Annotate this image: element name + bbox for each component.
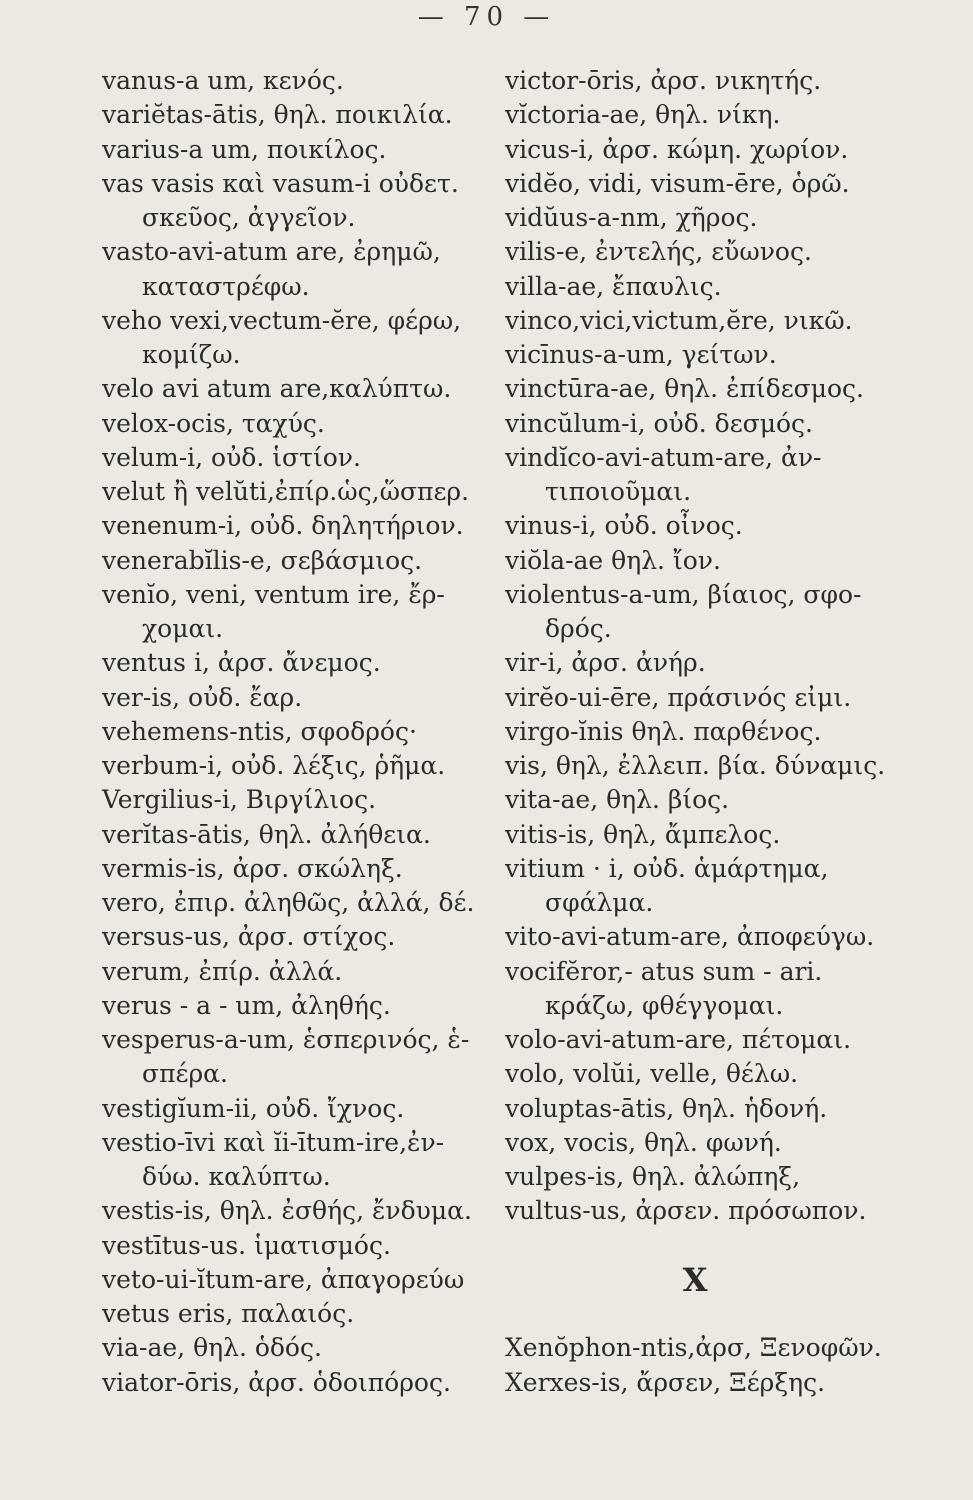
dictionary-entry: viator-ōris, ἀρσ. ὁδοιπόρος.	[102, 1367, 451, 1397]
dictionary-entry: vis, θηλ, ἐλλειπ. βία. δύναμις.	[505, 751, 886, 780]
entry-continuation: χομαι.	[142, 614, 224, 643]
dictionary-entry: vestītus-us. ἱματισμός.	[102, 1230, 391, 1260]
dictionary-entry: versus-us, ἀρσ. στίχος.	[102, 922, 396, 952]
dictionary-entry: vanus-a um, κενός.	[102, 66, 344, 95]
dictionary-entry: vidŭus-a-nm, χῆρος.	[505, 203, 758, 232]
dictionary-entry: vox, vocis, θηλ. φωνή.	[505, 1127, 782, 1157]
entry-continuation: σπέρα.	[142, 1059, 228, 1089]
dictionary-entry: viŏla-ae θηλ. ἴον.	[505, 545, 721, 575]
dictionary-entry: vehemens-ntis, σφοδρός·	[102, 716, 417, 746]
entry-continuation: κομίζω.	[142, 340, 241, 369]
dictionary-entry: verus - a - um, ἀληθής.	[102, 990, 391, 1020]
dictionary-entry: vir-i, ἀρσ. ἀνήρ.	[505, 648, 706, 678]
dictionary-entry: verĭtas-ātis, θηλ. ἀλήθεια.	[102, 819, 431, 849]
dictionary-entry: verum, ἐπίρ. ἀλλά.	[102, 956, 343, 986]
dictionary-entry: vicus-i, ἀρσ. κώμη. χωρίον.	[505, 134, 849, 164]
dictionary-entry: velum-i, οὐδ. ἱστίον.	[102, 442, 361, 472]
dictionary-entry: vetus eris, παλαιός.	[102, 1299, 355, 1328]
left-column	[102, 64, 502, 1400]
dictionary-entry: varius-a um, ποικίλος.	[102, 134, 387, 164]
dictionary-entry: vindĭco-avi-atum-are, ἀν-	[505, 442, 822, 472]
blank-line	[505, 1297, 925, 1331]
blank-line	[505, 1229, 925, 1263]
dictionary-entry: vasto-avi-atum are, ἐρημῶ,	[102, 237, 441, 267]
entry-continuation: δύω. καλύπτω.	[142, 1162, 331, 1191]
dictionary-entry: villa-ae, ἔπαυλις.	[505, 271, 722, 301]
dictionary-entry: vidĕo, vidi, visum-ēre, ὁρῶ.	[505, 168, 850, 198]
dictionary-entry: via-ae, θηλ. ὁδός.	[102, 1333, 322, 1363]
dictionary-entry: velut ἢ velŭti,ἐπίρ.ὡς,ὥσπερ.	[102, 477, 470, 506]
entry-continuation: δρός.	[545, 614, 612, 643]
dictionary-entry: velox-ocis, ταχύς.	[102, 408, 325, 438]
dictionary-entry: Vergilius-i, Βιργίλιος.	[102, 785, 377, 815]
dictionary-entry: vitis-is, θηλ, ἄμπελος.	[505, 819, 781, 849]
dictionary-entry: vocifĕror,- atus sum - ari.	[505, 956, 823, 986]
dictionary-entry: ventus i, ἀρσ. ἄνεμος.	[102, 648, 381, 678]
dictionary-entry: vilis-e, ἐντελής, εὔωνος.	[505, 237, 812, 267]
section-letter: X	[682, 1260, 708, 1299]
dictionary-entry: venerabĭlis-e, σεβάσμιος.	[102, 545, 423, 575]
dictionary-entry: vermis-is, ἀρσ. σκώληξ.	[102, 853, 403, 883]
dictionary-entry: virgo-ĭnis θηλ. παρθένος.	[505, 716, 822, 746]
dictionary-entry: vesperus-a-um, ἑσπερινός, ἑ-	[102, 1025, 470, 1054]
entry-continuation: σκεῦος, ἀγγεῖον.	[142, 203, 356, 232]
dictionary-entry: vinco,vici,victum,ĕre, νικῶ.	[505, 305, 853, 335]
dictionary-entry: vita-ae, θηλ. βίος.	[505, 785, 730, 815]
dictionary-entry: veto-ui-ĭtum-are, ἀπαγορεύω	[102, 1264, 465, 1294]
entry-continuation: σφάλμα.	[545, 888, 654, 917]
dictionary-entry: verbum-i, οὐδ. λέξις, ῥῆμα.	[102, 751, 446, 780]
dictionary-entry: veho vexi,vectum-ĕre, φέρω,	[102, 305, 462, 335]
dictionary-entry: virĕo-ui-ēre, πράσινός εἰμι.	[505, 682, 852, 712]
dictionary-entry: Xenŏphon-ntis,ἀρσ, Ξενοφῶν.	[505, 1333, 882, 1363]
dictionary-entry: violentus-a-um, βίαιος, σφο-	[505, 579, 862, 609]
dictionary-entry: vinus-i, οὐδ. οἶνος.	[505, 511, 743, 541]
dictionary-entry: vestigĭum-ii, οὐδ. ἴχνος.	[102, 1093, 405, 1123]
dictionary-entry: vicīnus-a-um, γείτων.	[505, 340, 777, 369]
dictionary-entry: vestis-is, θηλ. ἐσθής, ἔνδυμα.	[102, 1196, 472, 1226]
dictionary-entry: variĕtas-ātis, θηλ. ποικιλία.	[102, 100, 453, 130]
dictionary-entry: vincŭlum-i, οὐδ. δεσμός.	[505, 408, 813, 438]
entry-continuation: τιποιοῦμαι.	[545, 477, 692, 506]
right-column	[505, 64, 925, 1400]
dictionary-entry: voluptas-ātis, θηλ. ἡδονή.	[505, 1093, 828, 1123]
dictionary-entry: vas vasis καὶ vasum-i οὐδετ.	[102, 168, 459, 198]
dictionary-entry: vitium · i, οὐδ. ἁμάρτημα,	[505, 853, 829, 883]
dictionary-entry: vero, ἐπιρ. ἀληθῶς, ἀλλά, δέ.	[102, 888, 475, 917]
dictionary-entry: volo, volŭi, velle, θέλω.	[505, 1059, 799, 1089]
dictionary-entry: velo avi atum are,καλύπτω.	[102, 374, 452, 404]
dictionary-entry: vultus-us, ἀρσεν. πρόσωπον.	[505, 1196, 867, 1226]
dictionary-entry: vĭctoria-ae, θηλ. νίκη.	[505, 100, 781, 130]
entry-continuation: κράζω, φθέγγομαι.	[545, 990, 784, 1020]
page-number: — 70 —	[417, 2, 556, 32]
entry-continuation: καταστρέφω.	[142, 271, 310, 301]
dictionary-entry: vito-avi-atum-are, ἀποφεύγω.	[505, 922, 875, 952]
dictionary-entry: vulpes-is, θηλ. ἀλώπηξ,	[505, 1162, 801, 1191]
dictionary-entry: venenum-i, οὐδ. δηλητήριον.	[102, 511, 464, 541]
dictionary-entry: vestio-īvi καὶ ĭi-ītum-ire,ἐν-	[102, 1127, 445, 1157]
dictionary-entry: vinctūra-ae, θηλ. ἐπίδεσμος.	[505, 374, 864, 404]
dictionary-entry: volo-avi-atum-are, πέτομαι.	[505, 1025, 852, 1054]
dictionary-entry: venĭo, veni, ventum ire, ἔρ-	[102, 579, 445, 609]
dictionary-entry: Xerxes-is, ἄρσεν, Ξέρξης.	[505, 1367, 826, 1397]
dictionary-entry: victor-ōris, ἀρσ. νικητής.	[505, 66, 822, 95]
dictionary-entry: ver-is, οὐδ. ἔαρ.	[102, 682, 303, 712]
